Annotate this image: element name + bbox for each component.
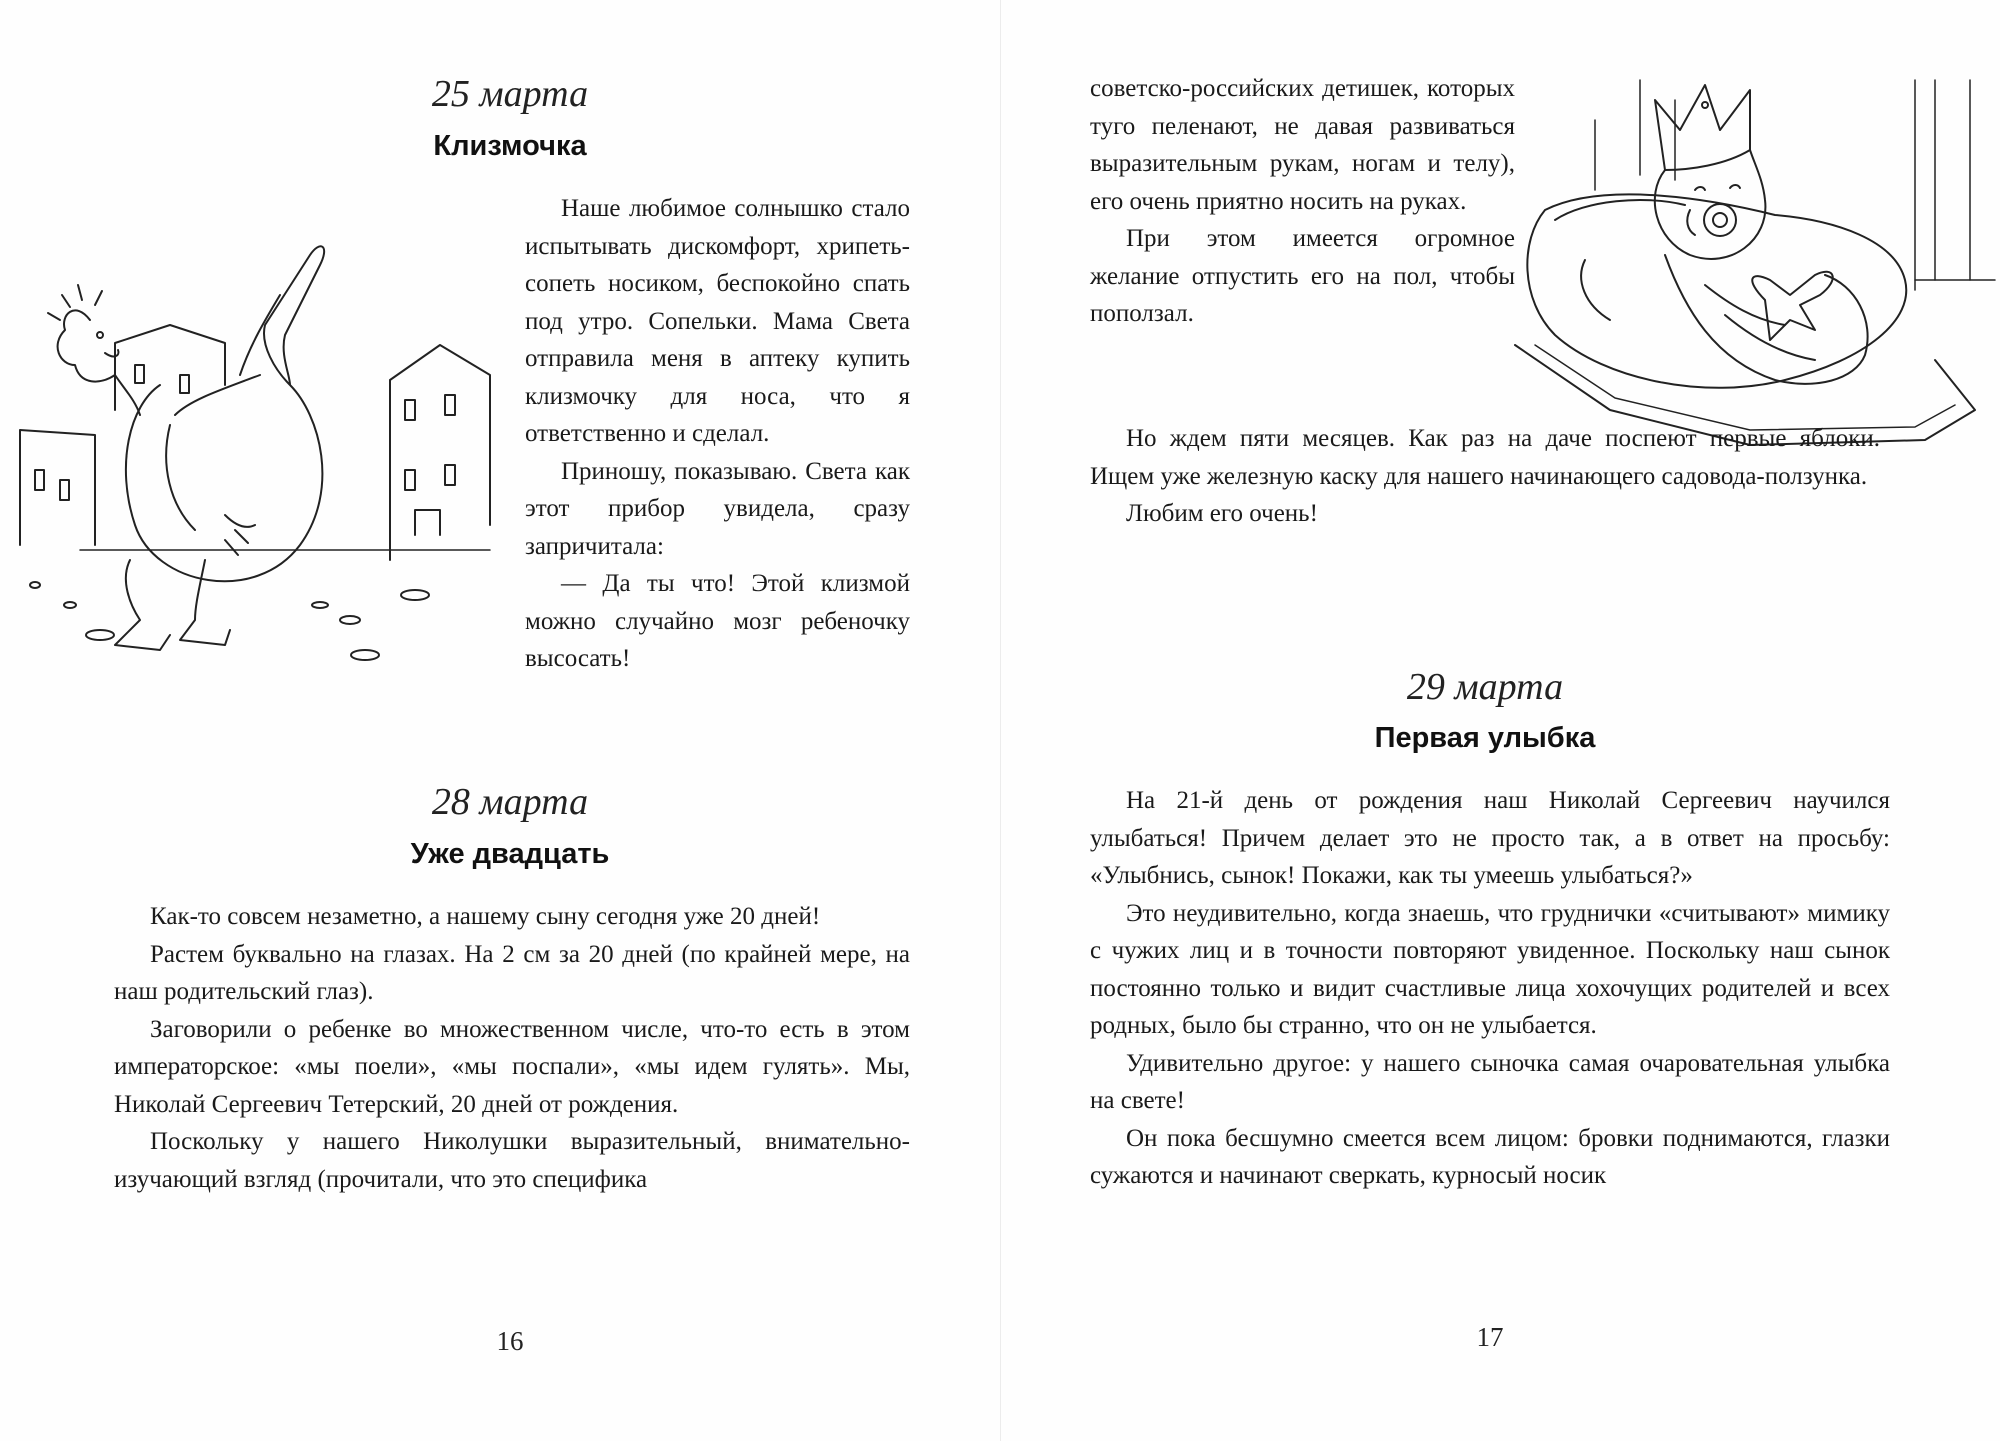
- boy-with-enema-bulb-illustration: [20, 225, 520, 665]
- left-page-number: 16: [496, 1326, 524, 1356]
- entry1-text: [525, 190, 910, 678]
- entry1-date: 25 марта: [431, 73, 589, 115]
- continuation-paragraph-3: Но ждем пяти месяцев. Как раз на даче поспеют первые яблоки. Ищем уже железную каску для нашего начинающего садовода-ползунка.: [1090, 425, 1880, 490]
- baby-in-crown-illustration: [1515, 80, 1995, 460]
- right-page: [1000, 0, 2000, 1441]
- entry2-paragraph-4: Поскольку у нашего Николушки выразительный, внимательно-изучающий взгляд (прочитали, что это специфика: [114, 1128, 910, 1193]
- entry2-title: Уже двадцать: [410, 838, 610, 870]
- entry3-text: [1090, 782, 1890, 1195]
- entry2-paragraph-2: Растем буквально на глазах. На 2 см за 20 дней (по крайней мере, на наш родительский глаз).: [114, 940, 910, 1005]
- continuation-paragraph-1: советско-российских детишек, которых туго пеленают, не давая развиваться выразительным рукам, ногам и телу), его очень приятно носить на руках.: [1090, 75, 1515, 215]
- entry2-paragraph-3: Заговорили о ребенке во множественном числе, что-то есть в этом императорское: «мы поели», «мы поспали», «мы идем гулять». Мы, Николай Сергеевич Тетерский, 20 дней от рождения.: [114, 1015, 910, 1118]
- entry2-text: [114, 898, 910, 1198]
- entry1-title: Клизмочка: [433, 130, 587, 162]
- entry3-paragraph-4: Он пока бесшумно смеется всем лицом: бровки поднимаются, глазки сужаются и начинают сверкать, курносый носик: [1090, 1124, 1890, 1189]
- continuation-paragraph-4: Любим его очень!: [1126, 500, 1318, 527]
- entry2-paragraph-1: Как-то совсем незаметно, а нашему сыну сегодня уже 20 дней!: [150, 903, 821, 930]
- right-page-number: 17: [1476, 1322, 1504, 1352]
- entry2-date: 28 марта: [431, 781, 589, 823]
- entry3-paragraph-3: Удивительно другое: у нашего сыночка самая очаровательная улыбка на свете!: [1090, 1049, 1890, 1114]
- continuation-text: [1090, 70, 1515, 333]
- continuation-paragraph-2: При этом имеется огромное желание отпустить его на пол, чтобы поползал.: [1090, 225, 1515, 327]
- entry1-paragraph-2: Приношу, показываю. Света как этот прибор увидела, сразу запричитала:: [525, 457, 910, 560]
- entry1-paragraph-1: Наше любимое солнышко стало испытывать дискомфорт, хрипеть-сопеть носиком, беспокойно спать под утро. Сопельки. Мама Света отправила меня в аптеку купить клизмочку для носа, что я ответственно и сделал.: [525, 195, 910, 447]
- entry3-title: Первая улыбка: [1374, 722, 1596, 754]
- entry3-paragraph-2: Это неудивительно, когда знаешь, что груднички «считывают» мимику с чужих лиц и в точности повторяют увиденное. Поскольку наш сынок постоянно только и видит счастливые лица хохочущих родителей и всех родных, было бы странно, что он не улыбается.: [1090, 899, 1890, 1039]
- entry1-paragraph-3: — Да ты что! Этой клизмой можно случайно мозг ребеночку высосать!: [525, 570, 910, 672]
- entry3-paragraph-1: На 21-й день от рождения наш Николай Сергеевич научился улыбаться! Причем делает это не просто так, а в ответ на просьбу: «Улыбнись, сынок! Покажи, как ты умеешь улыбаться?»: [1090, 787, 1890, 889]
- entry3-date: 29 марта: [1406, 666, 1564, 708]
- continuation-text-wide: [1090, 420, 1880, 533]
